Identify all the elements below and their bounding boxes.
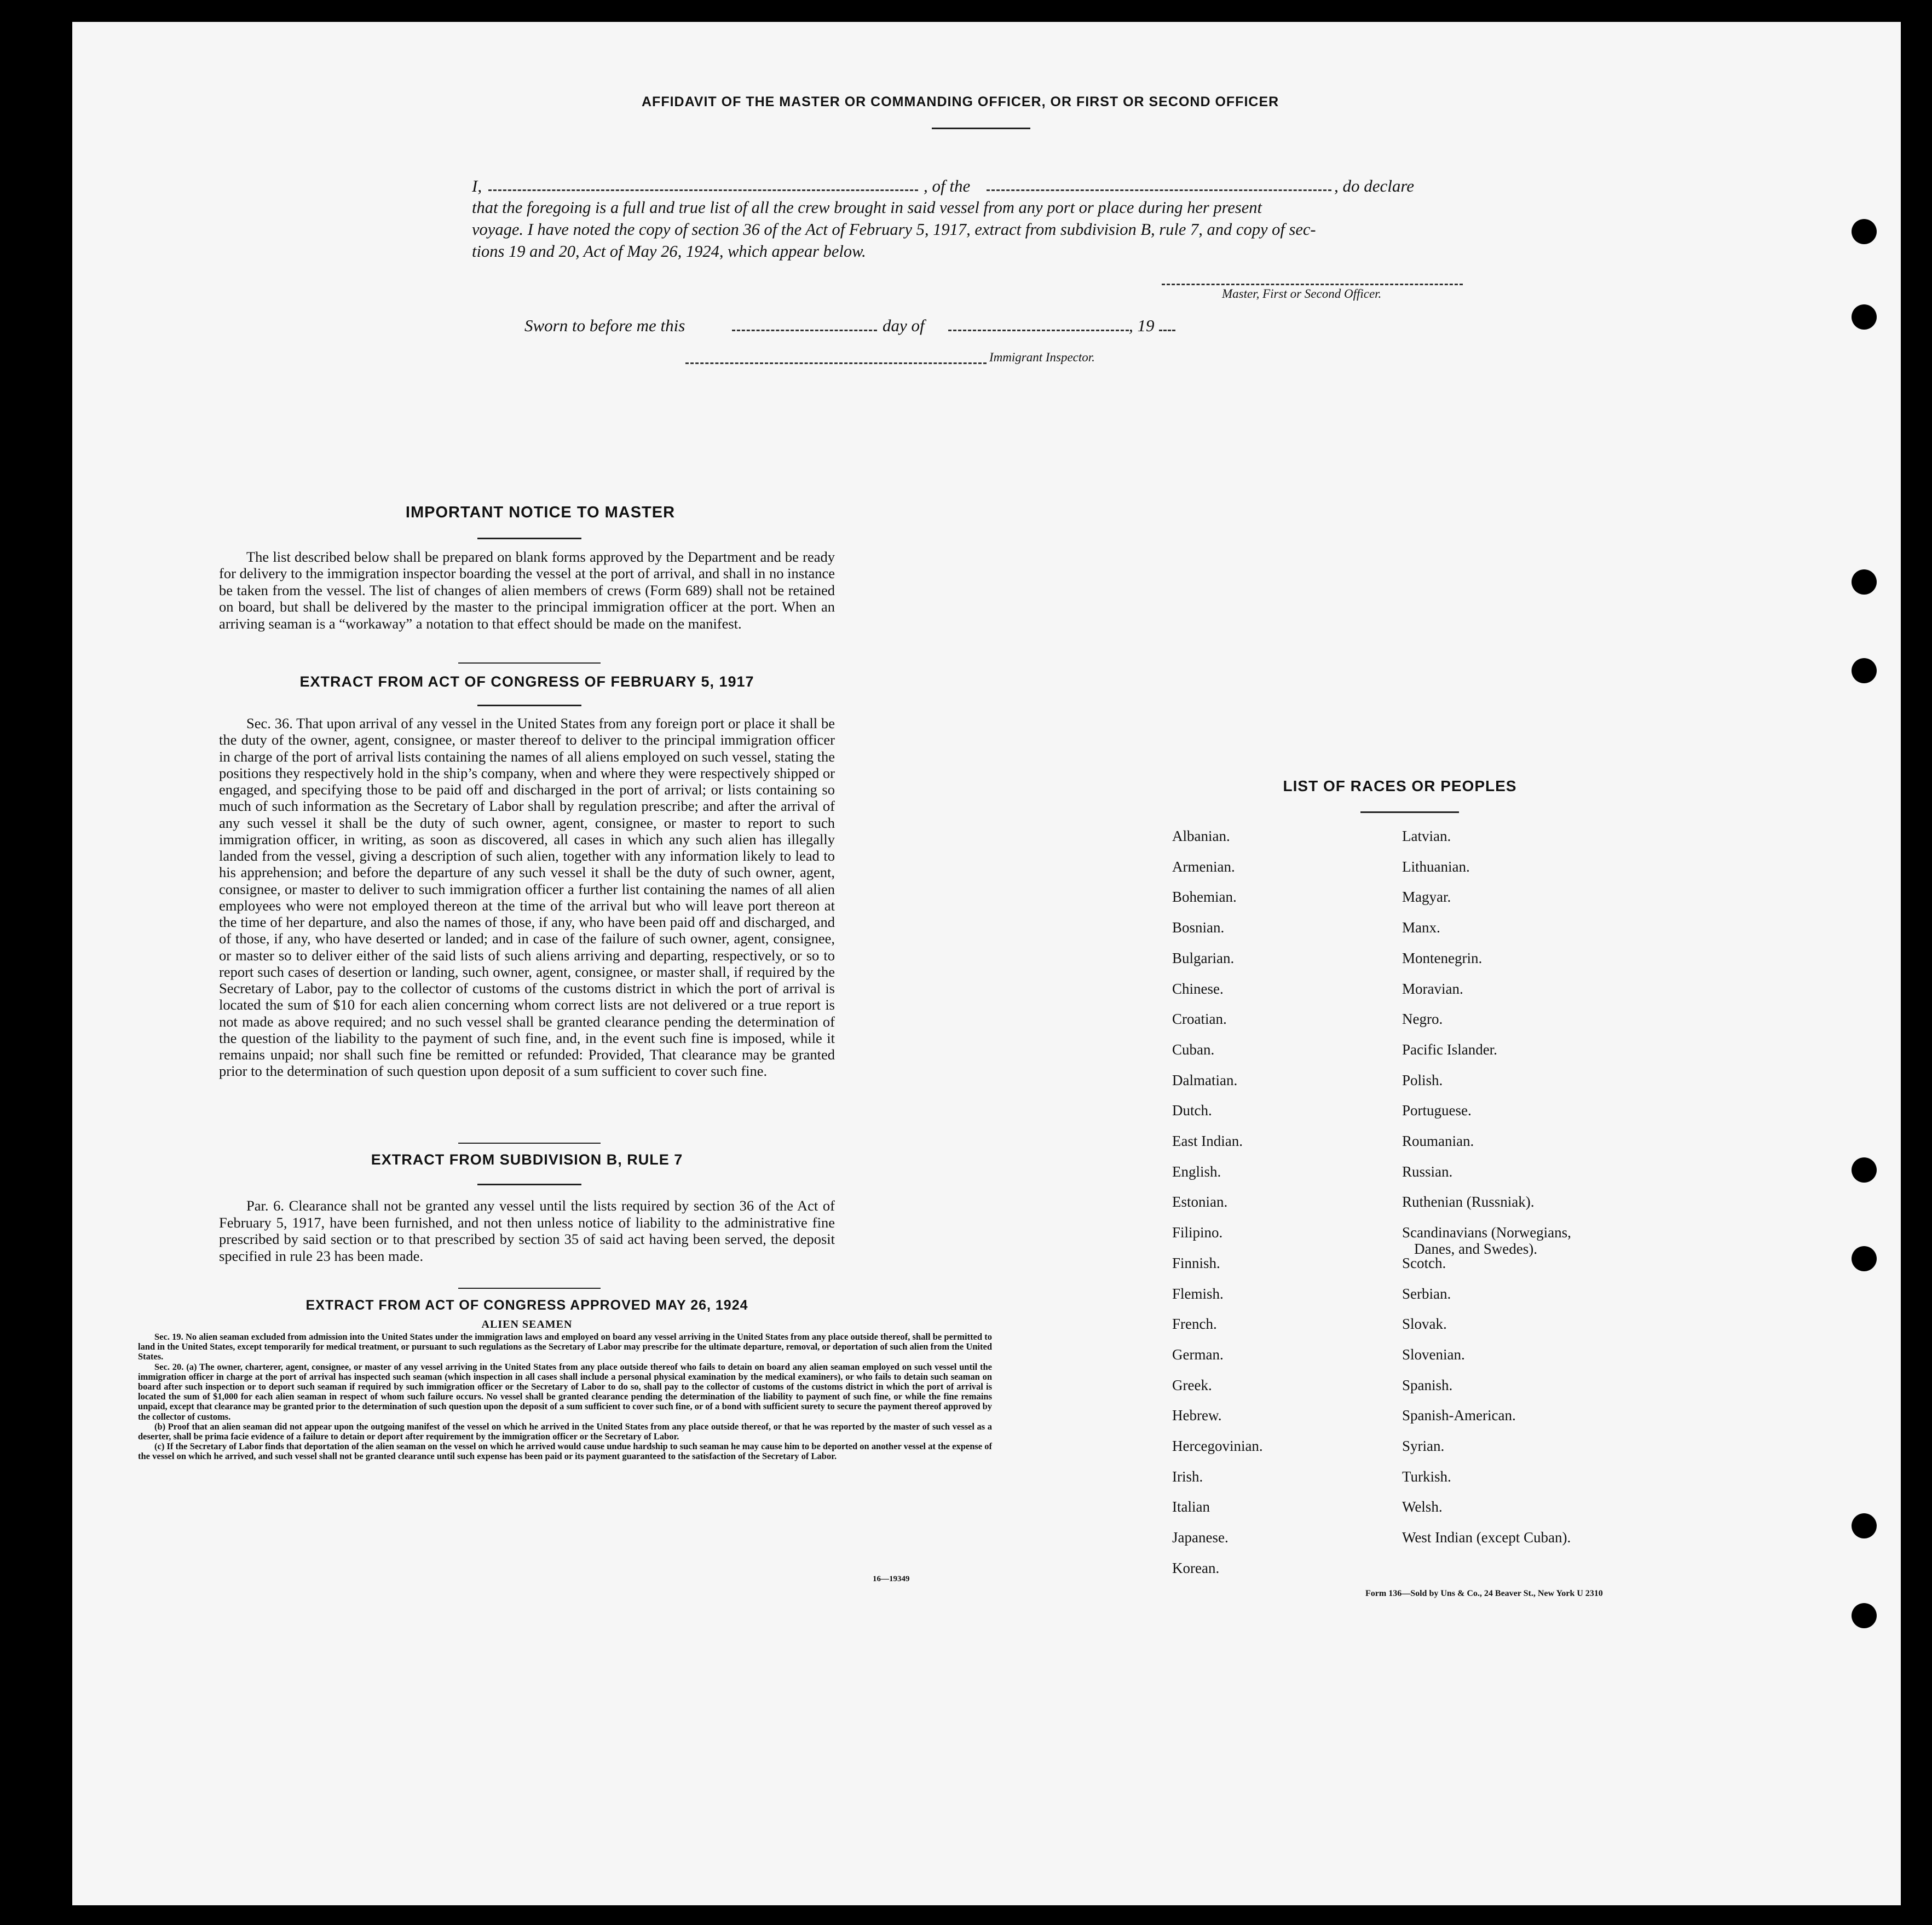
sworn-month-blank[interactable]	[948, 330, 1129, 331]
notice-title: IMPORTANT NOTICE TO MASTER	[405, 504, 676, 521]
race-item: Scandinavians (Norwegians,	[1402, 1224, 1571, 1241]
rule7-body: Par. 6. Clearance shall not be granted any vessel until the lists required by section 36 of the Act of February 5, 1917, have been furnished, and not then unless notice of liability to the administrative fine prescribed by said section or to that prescribed by section 35 of said act having been served, the deposit specified in rule 23 has been made.	[219, 1197, 835, 1264]
extract-1917-rule	[477, 705, 581, 706]
print-code: 16—19349	[873, 1575, 910, 1583]
race-item: Danes, and Swedes).	[1414, 1241, 1537, 1258]
affidavit-line-3: voyage. I have noted the copy of section 36 of the Act of February 5, 1917, extract from subdivision B, rule 7, and copy of sec-	[472, 220, 1316, 239]
race-item: Bohemian.	[1172, 889, 1237, 906]
sec19-text: Sec. 19. No alien seaman excluded from admission into the United States under the immigration laws and employed on board any vessel arriving in the United States from any place outside thereof, shall be permitted to land in the United States, except temporarily for medical treatment, or pursuant to such regulations as the Secretary of Labor may prescribe for the ultimate departure, removal, or deportation of such alien from the United States.	[138, 1332, 993, 1362]
notice-body: The list described below shall be prepared on blank forms approved by the Department and be ready for delivery to the immigration inspector boarding the vessel at the port of arrival, and shall in no instance be taken from the vessel. The list of changes of alien members of crews (Form 689) shall not be retained on board, but shall be delivered by the master to the principal immigration officer at the port. When an arriving seaman is a “workaway” a notation to that effect should be made on the manifest.	[219, 549, 835, 632]
race-item: Hercegovinian.	[1172, 1438, 1263, 1454]
affidavit-line-1	[472, 176, 482, 196]
sec20c-text: (c) If the Secretary of Labor finds that deportation of the alien seaman on the vessel on which he arrived would cause undue hardship to such seaman he may cause him to be deported on another vessel at the expense of the vessel on which he arrived, and such vessel shall not be granted clearance until such expense has been paid or its payment guaranteed to the satisfaction of the Secretary of Labor.	[138, 1441, 992, 1462]
rule7-title: EXTRACT FROM SUBDIVISION B, RULE 7	[371, 1151, 683, 1168]
race-item: Bulgarian.	[1172, 949, 1235, 966]
master-signature-label: Master, First or Second Officer.	[1222, 287, 1382, 301]
race-item: German.	[1172, 1346, 1224, 1363]
affidavit-declare: , do declare	[1334, 176, 1415, 195]
extract-1917-title: EXTRACT FROM ACT OF CONGRESS OF FEBRUARY 5, 1917	[299, 673, 754, 690]
race-item: East Indian.	[1172, 1133, 1243, 1149]
race-item: Filipino.	[1172, 1224, 1223, 1241]
race-item: Latvian.	[1402, 828, 1451, 844]
race-item: Japanese.	[1172, 1529, 1229, 1546]
race-item: Lithuanian.	[1402, 858, 1470, 875]
races-title: LIST OF RACES OR PEOPLES	[1283, 777, 1517, 794]
affidavit-title: AFFIDAVIT OF THE MASTER OR COMMANDING OFFICER, OR FIRST OR SECOND OFFICER	[642, 94, 1279, 109]
rule7-divider	[458, 1288, 601, 1289]
race-item: Croatian.	[1172, 1011, 1227, 1028]
races-title-rule	[1360, 811, 1459, 813]
race-item: Dalmatian.	[1172, 1071, 1238, 1088]
race-item: Albanian.	[1172, 828, 1230, 844]
race-item: Estonian.	[1172, 1194, 1228, 1211]
race-item: Italian	[1172, 1498, 1210, 1515]
race-item: Korean.	[1172, 1559, 1220, 1576]
race-item: Chinese.	[1172, 980, 1224, 997]
rule7-rule	[477, 1184, 581, 1185]
name-blank[interactable]	[488, 189, 918, 191]
race-item: Irish.	[1172, 1468, 1203, 1485]
punch-hole	[1852, 1603, 1877, 1628]
race-item: Ruthenian (Russniak).	[1402, 1194, 1535, 1211]
race-item: Spanish-American.	[1402, 1407, 1516, 1424]
inspector-label: Immigrant Inspector.	[989, 350, 1095, 364]
master-signature-line[interactable]	[1162, 284, 1463, 285]
race-item: Roumanian.	[1402, 1133, 1474, 1149]
race-item: Slovenian.	[1402, 1346, 1465, 1363]
sec20a-text: Sec. 20. (a) The owner, charterer, agent, consignee, or master of any vessel arriving in the United States from any place outside thereof who fails to detain on board any alien seaman employed on such vessel until the immigration officer in charge at the port of arrival has inspected such seaman (which inspection in all cases shall include a personal physical examination by the medical examiners), or who fails to detain such seaman on board after such inspection or to deport such seaman if required by such immigration officer or the Secretary of Labor to do so, shall pay to the collector of customs of the customs district in which the port of arrival is located the sum of $1,000 for each alien seaman in respect of whom such failure occurs. No vessel shall be granted clearance pending the determination of the liability to payment of such fine, or while the fine remains unpaid, except that clearance may be granted prior to the determination of such question upon the deposit of a sum sufficient to cover such fine, or of a bond with sufficient surety to secure the payment thereof approved by the collector of customs.	[138, 1361, 992, 1422]
notice-divider	[458, 662, 601, 664]
extract-1917-divider	[458, 1143, 601, 1144]
vessel-blank[interactable]	[987, 189, 1331, 191]
punch-hole	[1852, 1513, 1877, 1538]
sworn-day-of: day of	[883, 316, 925, 335]
extract-1917-body: Sec. 36. That upon arrival of any vessel in the United States from any foreign port or place it shall be the duty of the owner, agent, consignee, or master thereof to deliver to the principal immigration officer in charge of the port of arrival lists containing the names of all aliens employed on such vessel, stating the positions they respectively hold in the ship’s company, when and where they were respectively shipped or engaged, and specifying those to be paid off and discharged in the port of arrival; or lists containing so much of such information as the Secretary of Labor shall by regulation prescribe; and after the arrival of any such vessel it shall be the duty of such owner, agent, consignee, or master to report to such immigration officer, in writing, as soon as discovered, all cases in which any such alien has illegally landed from the vessel, giving a description of such alien, together with any information likely to lead to his apprehension; and before the departure of any such vessel it shall be the duty of such owner, agent, consignee, or master to deliver to such immigration officer a further list containing the names of all alien employees who were not employed thereon at the time of the arrival but who will leave port thereon at the time of her departure, and also the names of those, if any, who have been paid off and discharged, and of those, if any, who have deserted or landed; and in case of the failure of such owner, agent, consignee, or master so to deliver either of the said lists of such aliens arriving and departing, respectively, or so to report such cases of desertion or landing, such owner, agent, consignee, or master shall, if required by the Secretary of Labor, pay to the collector of customs of the customs district in which the port of arrival is located the sum of $10 for each alien concerning whom correct lists are not delivered or a true report is not made as above required; and no such vessel shall be granted clearance pending the determination of the question of the liability to the payment of such fine, and, in the event such fine is imposed, while it remains unpaid; nor shall such fine be remitted or refunded: Provided, That clearance may be granted prior to the determination of such question upon deposit of a sum sufficient to cover such fine.	[219, 715, 835, 1080]
race-item: Bosnian.	[1172, 919, 1225, 936]
punch-hole	[1852, 304, 1877, 330]
race-item: Armenian.	[1172, 858, 1235, 875]
extract-1924-body	[138, 1332, 992, 1462]
affidavit-of-the: , of the	[924, 176, 971, 195]
race-item: Welsh.	[1402, 1498, 1443, 1515]
race-item: West Indian (except Cuban).	[1402, 1529, 1571, 1546]
race-item: Russian.	[1402, 1163, 1453, 1180]
inspector-signature-line[interactable]	[685, 362, 987, 364]
race-item: Cuban.	[1172, 1041, 1215, 1058]
race-item: French.	[1172, 1316, 1217, 1333]
notice-title-rule	[477, 538, 581, 539]
race-item: Spanish.	[1402, 1376, 1453, 1393]
punch-hole	[1852, 1157, 1877, 1183]
race-item: Hebrew.	[1172, 1407, 1222, 1424]
race-item: Pacific Islander.	[1402, 1041, 1497, 1058]
race-item: Montenegrin.	[1402, 949, 1483, 966]
punch-hole	[1852, 569, 1877, 595]
affidavit-line-2: that the foregoing is a full and true list of all the crew brought in said vessel from any port or place during her present	[472, 198, 1262, 217]
punch-hole	[1852, 658, 1877, 683]
sec20b-text: (b) Proof that an alien seaman did not appear upon the outgoing manifest of the vessel on which he arrived in the United States from any place outside thereof, or that he was reported by the master of such vessel as a deserter, shall be prima facie evidence of a failure to detain or deport after requirement by the immigration officer or the Secretary of Labor.	[138, 1421, 992, 1442]
race-item: Dutch.	[1172, 1102, 1212, 1119]
sworn-year: , 19	[1129, 316, 1155, 335]
race-item: Syrian.	[1402, 1438, 1445, 1454]
race-item: Negro.	[1402, 1011, 1443, 1028]
punch-hole	[1852, 219, 1877, 244]
race-item: Flemish.	[1172, 1285, 1224, 1302]
extract-1924-title: EXTRACT FROM ACT OF CONGRESS APPROVED MAY 26, 1924	[305, 1298, 748, 1313]
race-item: Moravian.	[1402, 980, 1463, 997]
race-item: Polish.	[1402, 1071, 1443, 1088]
race-item: English.	[1172, 1163, 1221, 1180]
sworn-day-blank[interactable]	[732, 330, 877, 331]
race-item: Finnish.	[1172, 1254, 1220, 1271]
affidavit-i: I,	[472, 176, 482, 195]
race-item: Greek.	[1172, 1376, 1212, 1393]
extract-1924-subtitle: ALIEN SEAMEN	[481, 1318, 573, 1330]
sworn-year-blank[interactable]	[1159, 330, 1175, 331]
affidavit-line-4: tions 19 and 20, Act of May 26, 1924, which appear below.	[472, 242, 866, 261]
race-item: Turkish.	[1402, 1468, 1451, 1485]
race-item: Serbian.	[1402, 1285, 1451, 1302]
race-item: Slovak.	[1402, 1316, 1447, 1333]
form-note: Form 136—Sold by Uns & Co., 24 Beaver St., New York U 2310	[1365, 1589, 1603, 1598]
affidavit-title-rule	[932, 128, 1030, 129]
punch-hole	[1852, 1246, 1877, 1271]
form-page	[72, 22, 1901, 1905]
race-item: Manx.	[1402, 919, 1440, 936]
race-item: Magyar.	[1402, 889, 1451, 906]
sworn-prefix: Sworn to before me this	[524, 316, 685, 335]
race-item: Scotch.	[1402, 1254, 1446, 1271]
race-item: Portuguese.	[1402, 1102, 1472, 1119]
